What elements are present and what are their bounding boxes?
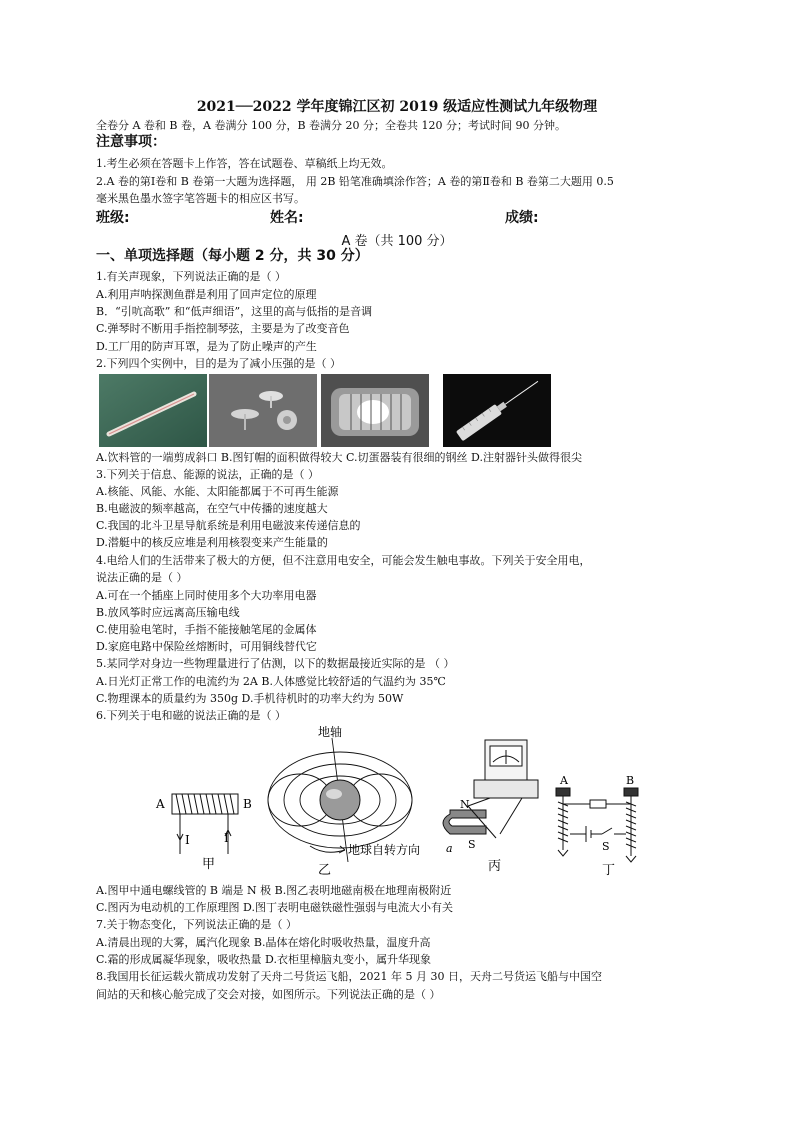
exam-title: 2021──2022 学年度锦江区初 2019 级适应性测试九年级物理 [196,99,598,115]
q4-option-b: B.放风筝时应远离高压输电线 [96,606,240,619]
name-field: 姓名: [270,210,304,226]
score-field: 成绩: [505,210,539,226]
straw-photo [99,374,207,447]
electromagnet-diagram [556,788,638,862]
section-a-title: A 卷（共 100 分） [341,234,453,249]
q1-option-b: B．“引吭高歌” 和“低声细语”，这里的高与低指的是音调 [96,305,373,318]
earth-rotation-label: 地球自转方向 [348,843,421,857]
notes-heading: 注意事项： [96,134,166,150]
note-2-line2: 毫米黑色墨水签字笔答题卡的相应区书写。 [96,192,305,205]
exam-info: 全卷分 A 卷和 B 卷，A 卷满分 100 分，B 卷满分 20 分；全卷共 120 分；考试时间 90 分钟。 [96,119,566,132]
q1-option-d: D.工厂用的防声耳罩，是为了防止噪声的产生 [96,340,317,353]
q8-stem-line2: 间站的天和核心舱完成了交会对接，如图所示。下列说法正确的是（ ） [96,988,441,1001]
q6-options-cd: C.图丙为电动机的工作原理图 D.图丁表明电磁铁磁性强弱与电流大小有关 [96,901,453,914]
q7-options-cd: C.霜的形成属凝华现象，吸收热量 D.衣柜里樟脑丸变小，属升华现象 [96,953,431,966]
egg-slicer-photo [321,374,429,447]
fig-jia-label: 甲 [202,857,216,872]
conductor-label-a: a [446,842,453,855]
solenoid-label-b: B [243,797,252,811]
q7-stem: 7.关于物态变化，下列说法正确的是（ ） [96,918,297,931]
solenoid-label-a: A [156,797,165,811]
q6-stem: 6.下列关于电和磁的说法正确的是（ ） [96,709,286,722]
earth-icon [320,780,360,820]
q3-option-a: A.核能、风能、水能、太阳能都属于不可再生能源 [96,485,339,498]
q7-options-ab: A.清晨出现的大雾，属汽化现象 B.晶体在熔化时吸收热量，温度升高 [96,936,431,949]
q6-figure [150,722,650,880]
q3-option-b: B.电磁波的频率越高，在空气中传播的速度越大 [96,502,328,515]
section-1-heading: 一、单项选择题（每小题 2 分，共 30 分） [96,248,369,264]
solenoid-diagram [172,794,238,854]
q3-stem: 3.下列关于信息、能源的说法，正确的是（ ） [96,468,319,481]
q4-stem-line2: 说法正确的是（ ） [96,571,188,584]
q2-stem: 2.下列四个实例中，目的是为了减小压强的是（ ） [96,357,341,370]
class-field: 班级: [96,210,130,226]
note-1: 1.考生必须在答题卡上作答，答在试题卷、草稿纸上均无效。 [96,157,393,170]
galvanometer-diagram [443,740,538,838]
q4-option-a: A.可在一个插座上同时使用多个大功率用电器 [96,589,317,602]
thumbtack-photo [209,374,317,447]
q8-stem-line1: 8.我国用长征运载火箭成功发射了天舟二号货运飞船，2021 年 5 月 30 日，天舟二号货运飞船与中国空 [96,970,602,983]
q5-stem: 5.某同学对身边一些物理量进行了估测，以下的数据最接近实际的是 （ ） [96,657,455,670]
q3-option-c: C.我国的北斗卫星导航系统是利用电磁波来传递信息的 [96,519,361,532]
q1-option-c: C.弹琴时不断用手指控制琴弦，主要是为了改变音色 [96,322,350,335]
current-label-2: I [224,831,229,845]
electromagnet-label-a: A [560,774,568,787]
q4-option-c: C.使用验电笔时，手指不能接触笔尾的金属体 [96,623,317,636]
current-label-1: I [185,833,190,847]
q4-stem-line1: 4.电给人们的生活带来了极大的方便，但不注意用电安全，可能会发生触电事故。下列关于安全用电， [96,554,591,567]
electromagnet-label-b: B [626,774,635,787]
q3-option-d: D.潜艇中的核反应堆是利用核裂变来产生能量的 [96,536,328,549]
fig-ding-label: 丁 [602,863,616,878]
q5-options-cd: C.物理课本的质量约为 350g D.手机待机时的功率大约为 50W [96,692,404,705]
magnet-label-s: S [468,838,476,851]
q2-options: A.饮料管的一端剪成斜口 B.图钉帽的面积做得较大 C.切蛋器装有很细的钢丝 D.注射器针头做得很尖 [96,451,582,464]
q6-options-ab: A.图甲中通电螺线管的 B 端是 N 极 B.图乙表明地磁南极在地理南极附近 [96,884,452,897]
note-2-line1: 2.A 卷的第Ⅰ卷和 B 卷第一大题为选择题， 用 2B 铅笔准确填涂作答；A 卷的第Ⅱ卷和 B 卷第二大题用 0.5 [96,175,614,188]
fig-bing-label: 丙 [488,859,502,874]
q1-option-a: A.利用声呐探测鱼群是利用了回声定位的原理 [96,288,317,301]
q5-options-ab: A.日光灯正常工作的电流约为 2A B.人体感觉比较舒适的气温约为 35℃ [96,675,446,688]
syringe-photo [443,374,551,447]
switch-label-s: S [602,840,610,853]
magnet-label-n: N [460,798,470,811]
fig-yi-label: 乙 [318,863,332,878]
q1-stem: 1.有关声现象，下列说法正确的是（ ） [96,270,286,283]
q4-option-d: D.家庭电路中保险丝熔断时，可用铜线替代它 [96,640,317,653]
earth-axis-label: 地轴 [318,725,343,739]
